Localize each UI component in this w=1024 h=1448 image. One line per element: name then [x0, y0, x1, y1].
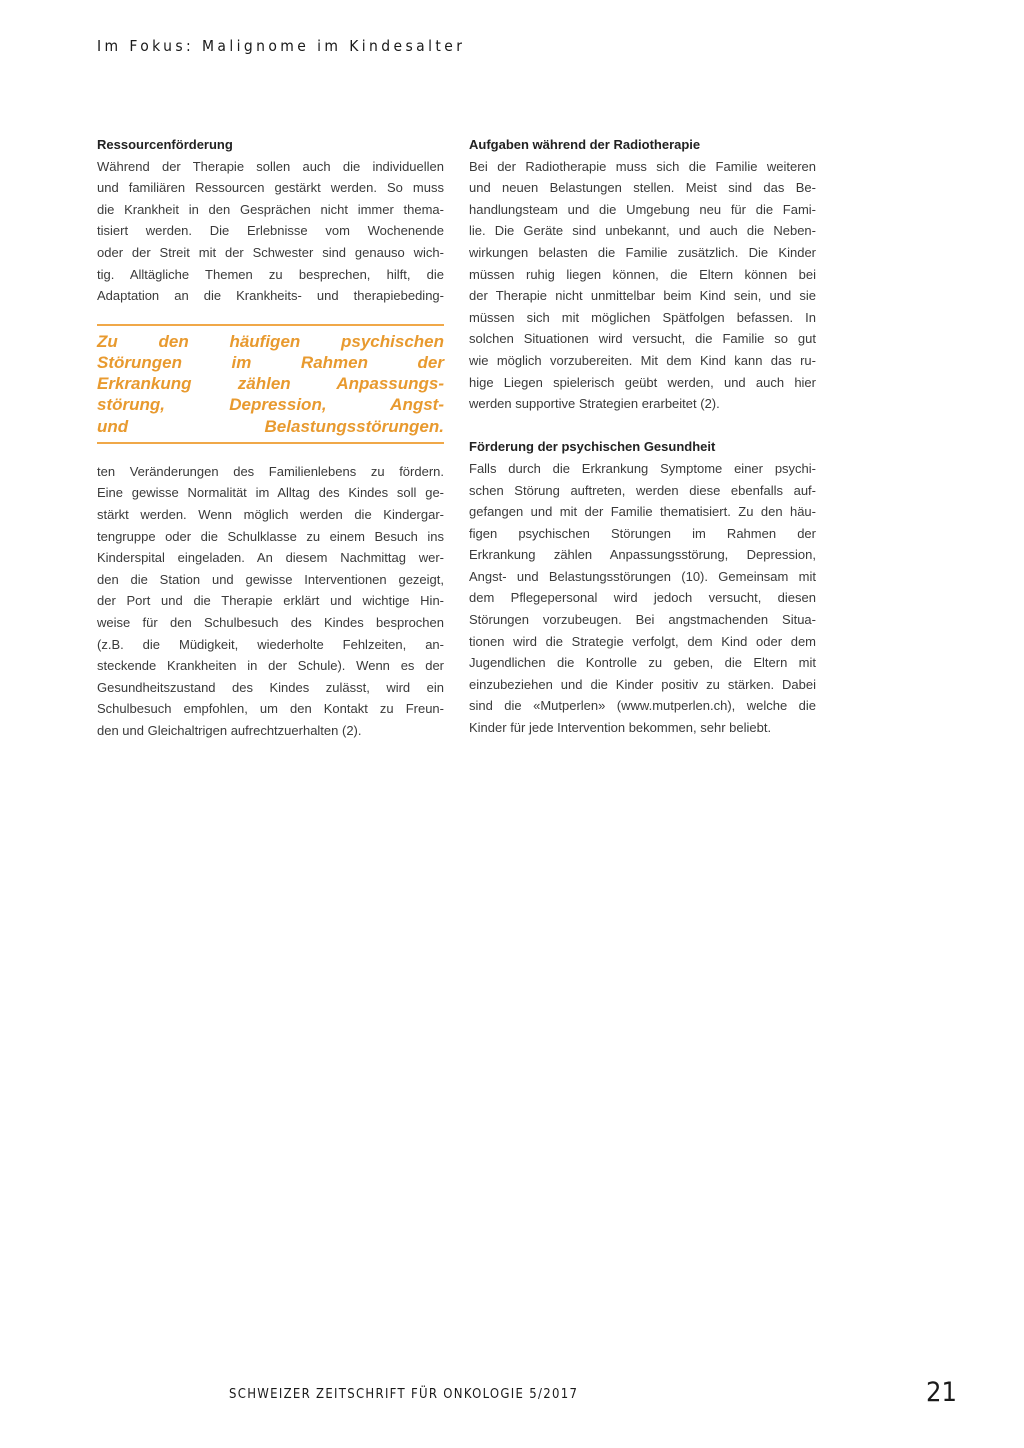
text-line: tisiert werden. Die Erlebnisse vom Wochenende: [97, 223, 444, 239]
pull-quote-line: Störungen im Rahmen der: [97, 352, 444, 372]
text-line: Schulbesuch empfohlen, um den Kontakt zu Freun-: [97, 701, 444, 717]
journal-footer: SCHWEIZER ZEITSCHRIFT FÜR ONKOLOGIE 5/2017: [229, 1387, 579, 1402]
pull-quote: [97, 324, 444, 444]
text-line: Adaptation an die Krankheits- und therapiebeding-: [97, 288, 444, 304]
text-line: den und Gleichaltrigen aufrechtzuerhalten (2).: [97, 722, 362, 738]
text-line: Gesundheitszustand des Kindes zulässt, wird ein: [97, 679, 444, 695]
text-line: (z.B. die Müdigkeit, wiederholte Fehlzeiten, an-: [97, 636, 444, 652]
text-line: Während der Therapie sollen auch die individuellen: [97, 158, 444, 174]
text-line: schen Störung auftreten, werden diese ebenfalls auf-: [469, 482, 816, 498]
paragraph-radiotherapie: [469, 156, 816, 415]
text-line: werden supportive Strategien erarbeitet (2).: [469, 396, 720, 412]
text-line: hige Liegen spielerisch geübt werden, und auch hier: [469, 374, 816, 390]
pull-quote-line: Erkrankung zählen Anpassungs-: [97, 374, 444, 394]
text-line: einzubeziehen und die Kinder positiv zu stärken. Dabei: [469, 676, 816, 692]
text-line: lie. Die Geräte sind unbekannt, und auch die Neben-: [469, 223, 816, 239]
text-line: Bei der Radiotherapie muss sich die Familie weiteren: [469, 158, 816, 174]
text-line: tengruppe oder die Schulklasse zu einem Besuch ins: [97, 528, 444, 544]
text-line: tig. Alltägliche Themen zu besprechen, hilft, die: [97, 266, 444, 282]
text-line: steckende Krankheiten in der Schule). Wenn es der: [97, 658, 444, 674]
text-line: und neuen Belastungen stellen. Meist sind das Be-: [469, 180, 816, 196]
text-line: den die Station und gewisse Interventionen gezeigt,: [97, 571, 444, 587]
text-line: oder der Streit mit der Schwester sind genauso wich-: [97, 244, 444, 260]
section-heading-gesundheit: Förderung der psychischen Gesundheit: [469, 439, 716, 455]
pull-quote-line: und Belastungsstörungen.: [97, 416, 444, 436]
text-line: wirkungen belasten die Familie zusätzlich. Die Kinder: [469, 244, 816, 260]
text-line: die Krankheit in den Gesprächen nicht immer thema-: [97, 201, 444, 217]
pull-quote-line: störung, Depression, Angst-: [97, 395, 444, 415]
text-line: gefangen und mit der Familie thematisiert. Zu den häu-: [469, 504, 816, 520]
section-heading-radiotherapie: Aufgaben während der Radiotherapie: [469, 137, 701, 152]
text-line: tionen wird die Strategie verfolgt, dem Kind oder dem: [469, 633, 816, 649]
text-line: Falls durch die Erkrankung Symptome einer psychi-: [469, 460, 816, 476]
paragraph-ressourcen-top: [97, 156, 444, 307]
text-line: stärkt werden. Wenn möglich werden die Kindergar-: [97, 506, 444, 522]
paragraph-gesundheit: [469, 458, 816, 739]
text-line: ten Veränderungen des Familienlebens zu fördern.: [97, 463, 444, 479]
text-line: und familiären Ressourcen gestärkt werden. So muss: [97, 180, 444, 196]
section-spacer: [469, 415, 816, 437]
text-line: müssen sich mit möglichen Spätfolgen befassen. In: [469, 309, 816, 325]
running-header: Im Fokus: Malignome im Kindesalter: [97, 37, 466, 55]
text-line: müssen ruhig liegen können, die Eltern können bei: [469, 266, 816, 282]
text-line: der Therapie nicht unmittelbar beim Kind sein, und sie: [469, 288, 816, 304]
text-line: dem Pflegepersonal wird jedoch versucht, diesen: [469, 590, 816, 606]
text-line: solchen Situationen wird versucht, die Familie so gut: [469, 331, 816, 347]
text-line: sind die «Mutperlen» (www.mutperlen.ch), welche die: [469, 698, 816, 714]
text-line: Kinderspital eingeladen. An diesem Nachmittag wer-: [97, 550, 444, 566]
left-column: [97, 134, 444, 741]
text-line: Jugendlichen die Kontrolle zu geben, die Eltern mit: [469, 655, 816, 671]
text-line: wie möglich vorzubereiten. Mit dem Kind kann das ru-: [469, 352, 816, 368]
text-line: Angst- und Belastungsstörungen (10). Gemeinsam mit: [469, 568, 816, 584]
page-number: 21: [926, 1377, 957, 1408]
right-column: [469, 134, 816, 739]
text-line: Störungen vorzubeugen. Bei angstmachenden Situa-: [469, 612, 816, 628]
text-line: handlungsteam und die Umgebung neu für die Fami-: [469, 201, 816, 217]
paragraph-ressourcen-bottom: [97, 461, 444, 742]
text-line: Eine gewisse Normalität im Alltag des Kindes soll ge-: [97, 485, 444, 501]
pull-quote-line: Zu den häufigen psychischen: [97, 331, 444, 351]
text-line: Erkrankung zählen Anpassungsstörung, Depression,: [469, 547, 816, 563]
text-line: weise für den Schulbesuch des Kindes besprochen: [97, 614, 444, 630]
text-line: der Port und die Therapie erklärt und wichtige Hin-: [97, 593, 444, 609]
text-line: Kinder für jede Intervention bekommen, sehr beliebt.: [469, 720, 772, 736]
text-line: figen psychischen Störungen im Rahmen der: [469, 525, 816, 541]
section-heading-ressourcen: Ressourcenförderung: [97, 137, 233, 152]
